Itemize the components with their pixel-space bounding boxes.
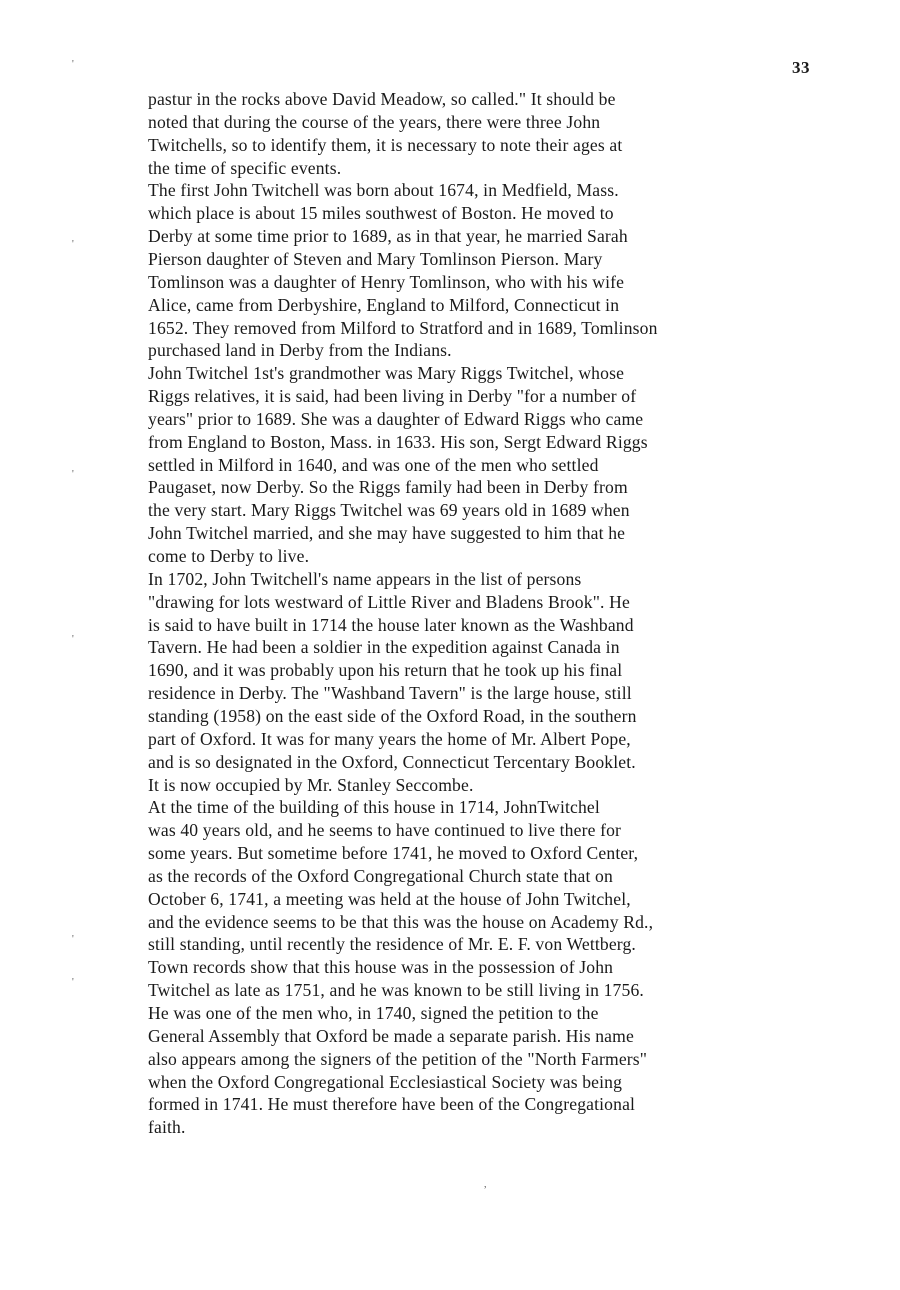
text-line: 1690, and it was probably upon his return that he took up his final — [148, 660, 623, 681]
margin-speck: ' — [72, 934, 74, 945]
page-number: 33 — [792, 58, 810, 77]
text-line: faith. — [148, 1117, 186, 1138]
text-line: still standing, until recently the residence of Mr. E. F. von Wettberg. — [148, 934, 636, 955]
text-line: It is now occupied by Mr. Stanley Seccombe. — [148, 774, 474, 795]
text-line: The first John Twitchell was born about 1674, in Medfield, Mass. — [148, 180, 619, 201]
text-line: pastur in the rocks above David Meadow, so called." It should be — [148, 89, 616, 109]
text-line: Tavern. He had been a soldier in the expedition against Canada in — [148, 637, 620, 658]
text-line: some years. But sometime before 1741, he moved to Oxford Center, — [148, 843, 639, 864]
text-line: Tomlinson was a daughter of Henry Tomlinson, who with his wife — [148, 271, 625, 292]
text-line: John Twitchel married, and she may have suggested to him that he — [148, 523, 626, 544]
margin-speck: , — [484, 1179, 487, 1190]
text-line: part of Oxford. It was for many years the home of Mr. Albert Pope, — [148, 728, 631, 749]
text-line: General Assembly that Oxford be made a separate parish. His name — [148, 1025, 634, 1046]
text-line: was 40 years old, and he seems to have continued to live there for — [148, 820, 622, 841]
text-line: years" prior to 1689. She was a daughter of Edward Riggs who came — [148, 408, 644, 429]
text-line: when the Oxford Congregational Ecclesiastical Society was being — [148, 1071, 623, 1092]
text-line: the time of specific events. — [148, 157, 342, 178]
text-line: Alice, came from Derbyshire, England to Milford, Connecticut in — [148, 294, 620, 315]
text-line: At the time of the building of this house in 1714, JohnTwitchel — [148, 797, 600, 818]
text-line: October 6, 1741, a meeting was held at the house of John Twitchel, — [148, 888, 631, 909]
text-line: which place is about 15 miles southwest of Boston. He moved to — [148, 203, 614, 224]
text-line: Town records show that this house was in the possession of John — [148, 957, 614, 978]
text-line: noted that during the course of the years, there were three John — [148, 111, 601, 132]
text-line: Pierson daughter of Steven and Mary Tomlinson Pierson. Mary — [148, 248, 603, 269]
margin-speck: ' — [72, 634, 74, 645]
text-line: Twitchel as late as 1751, and he was known to be still living in 1756. — [148, 980, 644, 1001]
text-line: He was one of the men who, in 1740, signed the petition to the — [148, 1003, 599, 1023]
text-line: as the records of the Oxford Congregational Church state that on — [148, 865, 613, 886]
text-line: Derby at some time prior to 1689, as in that year, he married Sarah — [148, 226, 628, 247]
text-line: is said to have built in 1714 the house later known as the Washband — [148, 614, 634, 635]
text-line: formed in 1741. He must therefore have been of the Congregational — [148, 1094, 636, 1115]
text-line: and the evidence seems to be that this was the house on Academy Rd., — [148, 911, 654, 932]
text-line: In 1702, John Twitchell's name appears in the list of persons — [148, 568, 582, 589]
margin-speck: ' — [72, 239, 74, 250]
text-line: Twitchells, so to identify them, it is necessary to note their ages at — [148, 134, 623, 155]
text-line: residence in Derby. The "Washband Tavern" is the large house, still — [148, 683, 632, 704]
text-line: also appears among the signers of the petition of the "North Farmers" — [148, 1048, 648, 1069]
text-line: settled in Milford in 1640, and was one of the men who settled — [148, 454, 599, 475]
text-line: come to Derby to live. — [148, 546, 310, 566]
text-line: standing (1958) on the east side of the Oxford Road, in the southern — [148, 705, 637, 726]
text-line: from England to Boston, Mass. in 1633. His son, Sergt Edward Riggs — [148, 431, 648, 452]
text-line: the very start. Mary Riggs Twitchel was 69 years old in 1689 when — [148, 500, 630, 521]
text-line: Paugaset, now Derby. So the Riggs family had been in Derby from — [148, 477, 628, 498]
margin-speck: ' — [72, 977, 74, 988]
text-line: "drawing for lots westward of Little River and Bladens Brook". He — [148, 591, 630, 612]
text-line: John Twitchel 1st's grandmother was Mary Riggs Twitchel, whose — [148, 363, 625, 384]
margin-speck: ' — [72, 469, 74, 480]
text-line: 1652. They removed from Milford to Stratford and in 1689, Tomlinson — [148, 317, 658, 338]
text-line: Riggs relatives, it is said, had been living in Derby "for a number of — [148, 386, 637, 407]
text-line: and is so designated in the Oxford, Connecticut Tercentary Booklet. — [148, 751, 636, 772]
margin-speck: ' — [72, 59, 74, 70]
text-line: purchased land in Derby from the Indians. — [148, 340, 452, 361]
